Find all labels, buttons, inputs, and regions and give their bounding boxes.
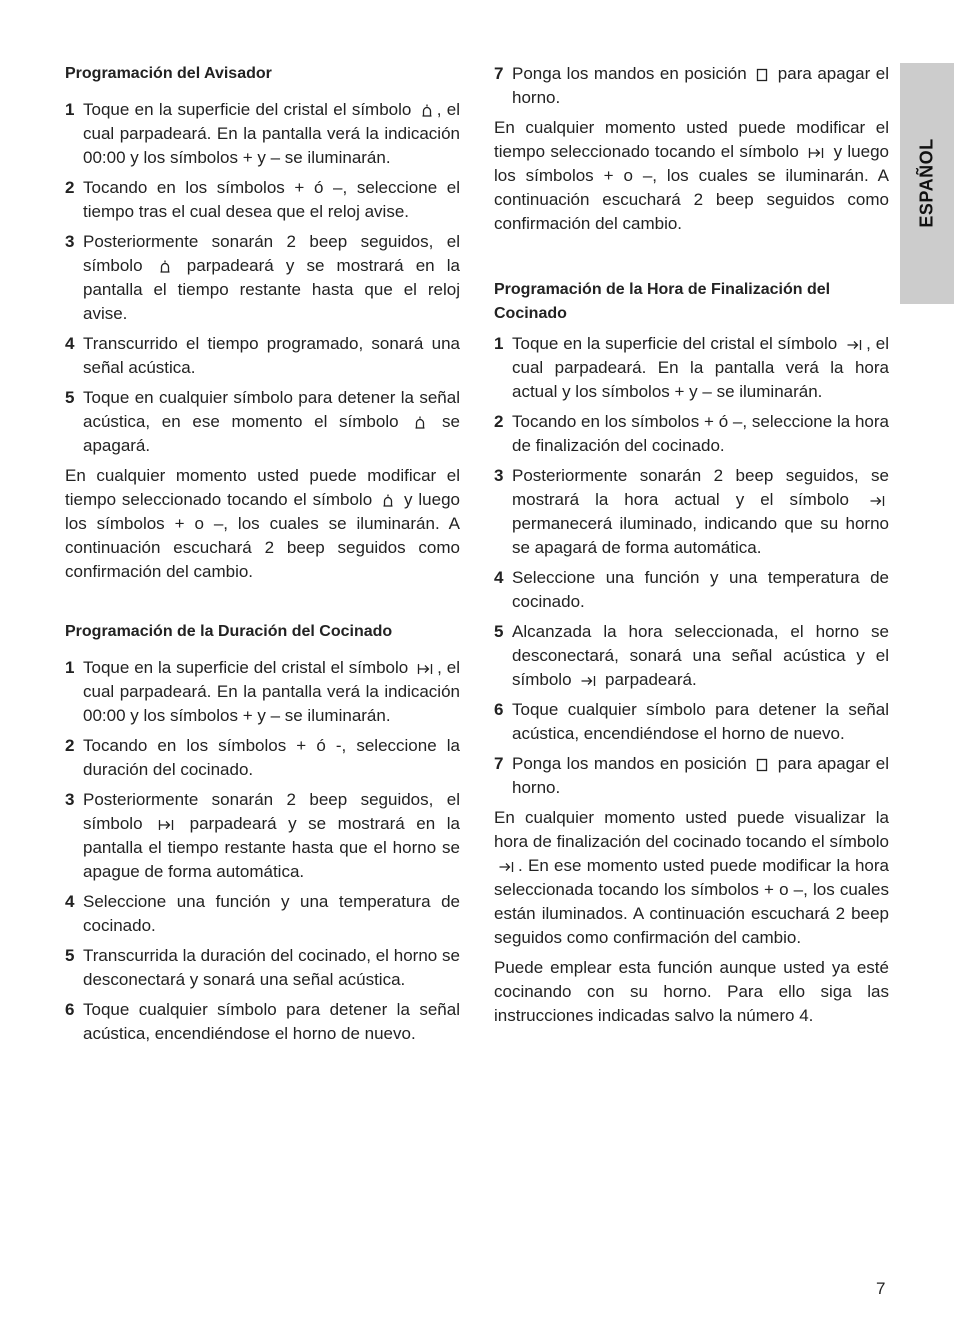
duracion-heading: Programación de la Duración del Cocinado <box>65 623 393 640</box>
duration-icon <box>808 146 824 160</box>
step-number: 7 <box>494 64 504 83</box>
duracion-step-7: 7 Ponga los mandos en posición para apagar el horno. <box>494 64 890 107</box>
avisador-note: En cualquier momento usted puede modificar el tiempo seleccionado tocando el símbolo y luego los símbolos + o –, los cuales se iluminarán. A continuación escuchará 2 beep seguidos como confirmación del cambio. <box>65 466 461 581</box>
bell-icon <box>382 493 394 509</box>
end-time-icon <box>846 338 862 352</box>
step-number: 1 <box>65 658 75 677</box>
step-number: 3 <box>494 466 504 485</box>
duracion-step-1: 1 Toque en la superficie del cristal el símbolo , el cual parpadeará. En la pantalla verá la indicación 00:00 y los símbolos + y – se iluminarán. <box>65 658 460 725</box>
step-number: 2 <box>494 412 504 431</box>
step-number: 6 <box>494 700 504 719</box>
bell-icon <box>159 259 171 275</box>
finalizacion-heading: Programación de la Hora de Finalización del Cocinado <box>494 281 831 322</box>
step-number: 7 <box>494 754 504 773</box>
finalizacion-note-1: En cualquier momento usted puede visualizar la hora de finalización del cocinado tocando el símbolo . En ese momento usted puede modificar la hora seleccionada tocando los símbolos + o –, los cuales están iluminados. A continuación escuchará 2 beep seguidos como confirmación del cambio. <box>494 808 889 947</box>
step-number: 1 <box>65 100 75 119</box>
language-tab-label: ESPAÑOL <box>916 138 937 228</box>
step-number: 4 <box>494 568 504 587</box>
finalizacion-step-6: 6 Toque cualquier símbolo para detener la señal acústica, encendiéndose el horno de nuevo. <box>494 700 889 743</box>
end-time-icon <box>869 494 885 508</box>
duration-icon <box>158 818 174 832</box>
page-number: 7 <box>876 1279 886 1298</box>
avisador-step-5: 5 Toque en cualquier símbolo para detener la señal acústica, en ese momento el símbolo se apagará. <box>65 388 460 455</box>
duracion-step-2: 2 Tocando en los símbolos + ó -, seleccione la duración del cocinado. <box>65 736 460 779</box>
step-number: 2 <box>65 178 75 197</box>
duracion-step-3: 3 Posteriormente sonarán 2 beep seguidos, el símbolo parpadeará y se mostrará en la pantalla el tiempo restante hasta que el horno se apague de forma automática. <box>65 790 460 881</box>
step-number: 5 <box>65 946 75 965</box>
finalizacion-step-7: 7 Ponga los mandos en posición para apagar el horno. <box>494 754 890 797</box>
end-time-icon <box>580 674 596 688</box>
finalizacion-step-2: 2 Tocando en los símbolos + ó –, seleccione la hora de finalización del cocinado. <box>494 412 889 455</box>
finalizacion-step-5: 5 Alcanzada la hora seleccionada, el horno se desconectará, sonará una señal acústica y el símbolo parpadeará. <box>494 622 889 689</box>
duracion-step-6: 6 Toque cualquier símbolo para detener la señal acústica, encendiéndose el horno de nuevo. <box>65 1000 460 1043</box>
step-number: 5 <box>494 622 504 641</box>
avisador-heading: Programación del Avisador <box>65 65 272 82</box>
end-time-icon <box>498 860 514 874</box>
step-number: 4 <box>65 892 75 911</box>
language-tab <box>900 63 954 304</box>
duracion-step-5: 5 Transcurrida la duración del cocinado, el horno se desconectará y sonará una señal acústica. <box>65 946 460 989</box>
finalizacion-step-4: 4 Seleccione una función y una temperatura de cocinado. <box>494 568 889 611</box>
finalizacion-step-1: 1 Toque en la superficie del cristal el símbolo , el cual parpadeará. En la pantalla verá la hora actual y los símbolos + y – se iluminarán. <box>494 334 889 401</box>
duracion-step-4: 4 Seleccione una función y una temperatura de cocinado. <box>65 892 460 935</box>
finalizacion-step-3: 3 Posteriormente sonarán 2 beep seguidos, se mostrará la hora actual y el símbolo permanecerá iluminado, indicando que su horno se apagará de forma automática. <box>494 466 889 557</box>
step-number: 6 <box>65 1000 75 1019</box>
duration-icon <box>417 662 433 676</box>
avisador-step-4: 4 Transcurrido el tiempo programado, sonará una señal acústica. <box>65 334 460 377</box>
bell-icon <box>421 103 433 119</box>
step-number: 3 <box>65 232 75 251</box>
finalizacion-note-2: Puede emplear esta función aunque usted ya esté cocinando con su horno. Para ello siga las instrucciones indicadas salvo la número 4. <box>494 958 889 1025</box>
right-column <box>494 62 889 1034</box>
step-number: 1 <box>494 334 504 353</box>
left-column <box>65 62 460 1052</box>
avisador-step-3: 3 Posteriormente sonarán 2 beep seguidos, el símbolo parpadeará y se mostrará en la pantalla el tiempo restante hasta que el reloj avise. <box>65 232 460 323</box>
avisador-step-2: 2 Tocando en los símbolos + ó –, seleccione el tiempo tras el cual desea que el reloj avise. <box>65 178 460 221</box>
avisador-step-1: 1 Toque en la superficie del cristal el símbolo , el cual parpadeará. En la pantalla verá la indicación 00:00 y los símbolos + y – se iluminarán. <box>65 100 460 167</box>
bell-icon <box>414 415 426 431</box>
step-number: 3 <box>65 790 75 809</box>
off-position-icon <box>756 758 768 772</box>
step-number: 5 <box>65 388 75 407</box>
off-position-icon <box>756 68 768 82</box>
duracion-note: En cualquier momento usted puede modificar el tiempo seleccionado tocando el símbolo y luego los símbolos + o –, los cuales se iluminarán. A continuación escuchará 2 beep seguidos como confirmación del cambio. <box>494 118 889 233</box>
step-number: 2 <box>65 736 75 755</box>
step-number: 4 <box>65 334 75 353</box>
